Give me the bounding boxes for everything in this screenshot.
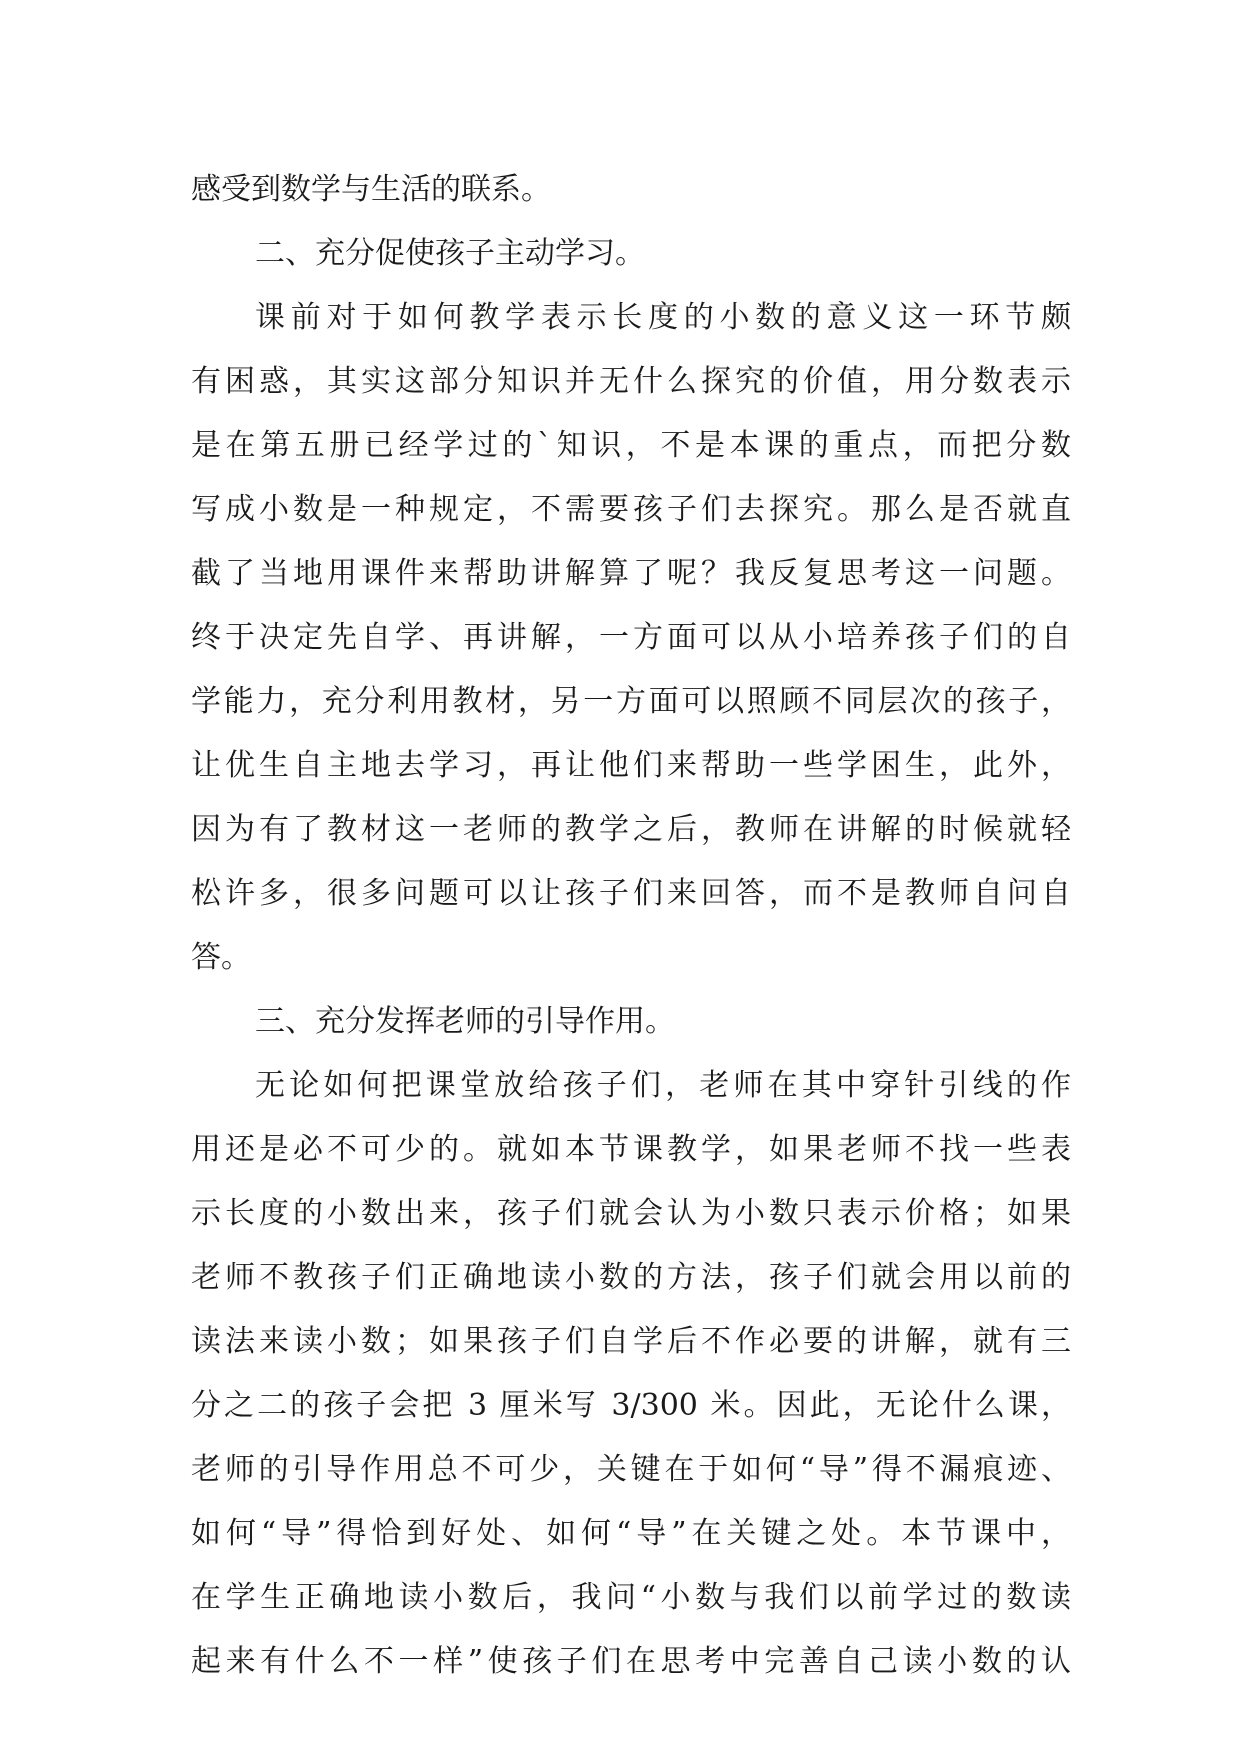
- text-line: 起来有什么不一样”使孩子们在思考中完善自己读小数的认: [191, 1644, 1071, 1679]
- text-line: 因为有了教材这一老师的教学之后，教师在讲解的时候就轻: [191, 812, 1071, 847]
- text-line: 写成小数是一种规定，不需要孩子们去探究。那么是否就直: [191, 492, 1071, 527]
- text-line: 二、充分促使孩子主动学习。: [255, 236, 645, 271]
- text-line: 分之二的孩子会把 3 厘米写 3/300 米。因此，无论什么课，: [191, 1388, 1071, 1423]
- text-line: 答。: [191, 940, 251, 975]
- text-line: 感受到数学与生活的联系。: [191, 172, 551, 207]
- text-line: 让优生自主地去学习，再让他们来帮助一些学困生，此外，: [191, 748, 1071, 783]
- text-line: 无论如何把课堂放给孩子们，老师在其中穿针引线的作: [255, 1068, 1071, 1103]
- text-line: 如何“导”得恰到好处、如何“导”在关键之处。本节课中，: [191, 1516, 1071, 1551]
- text-line: 有困惑，其实这部分知识并无什么探究的价值，用分数表示: [191, 364, 1071, 399]
- document-body: [191, 158, 1071, 1694]
- text-line: 读法来读小数；如果孩子们自学后不作必要的讲解，就有三: [191, 1324, 1071, 1359]
- text-line: 终于决定先自学、再讲解，一方面可以从小培养孩子们的自: [191, 620, 1071, 655]
- text-line: 学能力，充分利用教材，另一方面可以照顾不同层次的孩子，: [191, 684, 1071, 719]
- text-line: 松许多，很多问题可以让孩子们来回答，而不是教师自问自: [191, 876, 1071, 911]
- text-line: 是在第五册已经学过的`知识，不是本课的重点，而把分数: [191, 428, 1071, 463]
- text-line: 用还是必不可少的。就如本节课教学，如果老师不找一些表: [191, 1132, 1071, 1167]
- text-line: 老师的引导作用总不可少，关键在于如何“导”得不漏痕迹、: [191, 1452, 1071, 1487]
- text-line: 老师不教孩子们正确地读小数的方法，孩子们就会用以前的: [191, 1260, 1071, 1295]
- text-line: 截了当地用课件来帮助讲解算了呢？我反复思考这一问题。: [191, 556, 1071, 591]
- text-line: 课前对于如何教学表示长度的小数的意义这一环节颇: [255, 300, 1071, 335]
- text-line: 在学生正确地读小数后，我问“小数与我们以前学过的数读: [191, 1580, 1071, 1615]
- text-line: 三、充分发挥老师的引导作用。: [255, 1004, 675, 1039]
- text-line: 示长度的小数出来，孩子们就会认为小数只表示价格；如果: [191, 1196, 1071, 1231]
